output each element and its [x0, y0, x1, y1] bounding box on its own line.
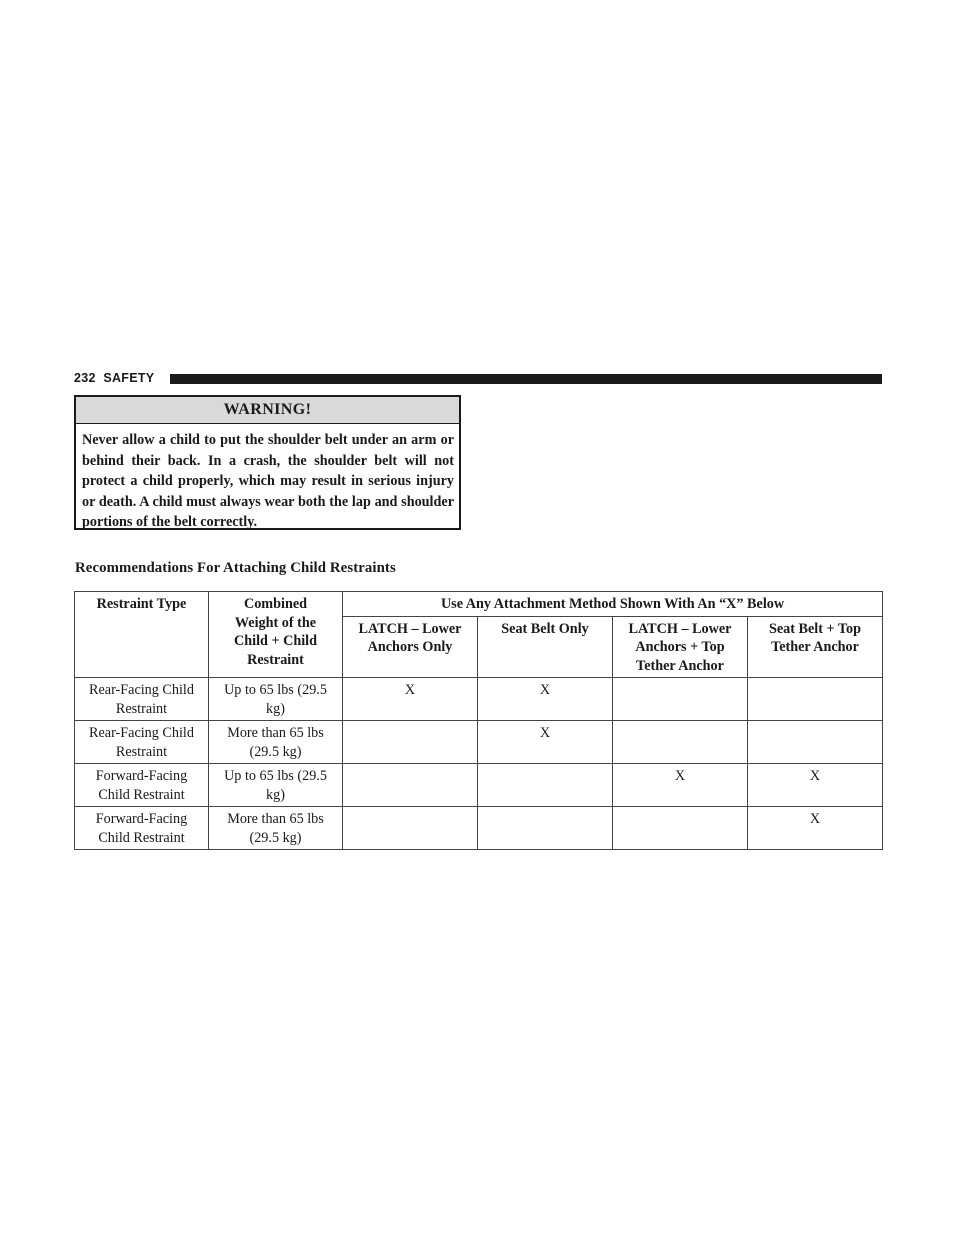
weight-text: Up to 65 lbs (29.5 kg) [224, 768, 327, 803]
page-number: 232 [74, 371, 96, 385]
weight-header-text: Combined Weight of the Child + Child Restraint [234, 596, 317, 668]
cell-restraint-type [75, 764, 209, 807]
col-header-weight [209, 592, 343, 678]
cell-mark: X [748, 807, 883, 850]
cell-mark [343, 807, 478, 850]
section-heading: Recommendations For Attaching Child Restraints [75, 560, 396, 576]
cell-mark [343, 764, 478, 807]
table-row [75, 807, 883, 850]
cell-restraint-type [75, 678, 209, 721]
cell-weight [209, 764, 343, 807]
cell-mark [478, 807, 613, 850]
cell-mark [613, 721, 748, 764]
method-label: LATCH – Lower Anchors Only [358, 620, 462, 655]
section-name: SAFETY [103, 371, 155, 385]
table-row [75, 721, 883, 764]
cell-weight [209, 721, 343, 764]
cell-weight [209, 807, 343, 850]
col-header-seat-belt [478, 616, 613, 678]
cell-mark [613, 807, 748, 850]
warning-body: Never allow a child to put the shoulder belt under an arm or behind their back. In a crash, the shoulder belt will not protect a child properly, which may result in serious injury or death. A child must always wear both the lap and shoulder portions of the belt correctly. [82, 432, 454, 530]
cell-weight [209, 678, 343, 721]
restraint-type-text: Forward-Facing Child Restraint [95, 811, 188, 846]
col-header-latch-lower [343, 616, 478, 678]
cell-restraint-type [75, 721, 209, 764]
method-label: LATCH – Lower Anchors + Top Tether Anchor [628, 620, 732, 674]
cell-mark: X [613, 764, 748, 807]
method-label: Seat Belt + Top Tether Anchor [768, 620, 862, 655]
cell-restraint-type [75, 807, 209, 850]
weight-text: More than 65 lbs (29.5 kg) [227, 725, 324, 760]
cell-mark [748, 721, 883, 764]
table-row [75, 678, 883, 721]
cell-mark [748, 678, 883, 721]
col-header-restraint-type: Restraint Type [75, 592, 209, 678]
restraint-type-text: Forward-Facing Child Restraint [95, 768, 188, 803]
col-header-belt-tether [748, 616, 883, 678]
page-header-label [74, 371, 154, 385]
cell-mark: X [478, 678, 613, 721]
weight-text: More than 65 lbs (29.5 kg) [227, 811, 324, 846]
cell-mark: X [343, 678, 478, 721]
table-row [75, 764, 883, 807]
warning-title: WARNING! [76, 397, 459, 424]
weight-text: Up to 65 lbs (29.5 kg) [224, 682, 327, 717]
method-label: Seat Belt Only [501, 620, 589, 637]
cell-mark [478, 764, 613, 807]
table-header-row [75, 592, 883, 617]
restraint-type-text: Rear-Facing Child Restraint [89, 725, 194, 760]
cell-mark [343, 721, 478, 764]
cell-mark: X [748, 764, 883, 807]
col-header-attachment-group: Use Any Attachment Method Shown With An “X” Below [343, 592, 883, 617]
cell-mark: X [478, 721, 613, 764]
warning-box [74, 395, 461, 530]
child-restraint-table [74, 591, 883, 850]
restraint-type-text: Rear-Facing Child Restraint [89, 682, 194, 717]
header-rule [170, 374, 882, 384]
col-header-latch-tether [613, 616, 748, 678]
cell-mark [613, 678, 748, 721]
running-header [74, 372, 882, 386]
